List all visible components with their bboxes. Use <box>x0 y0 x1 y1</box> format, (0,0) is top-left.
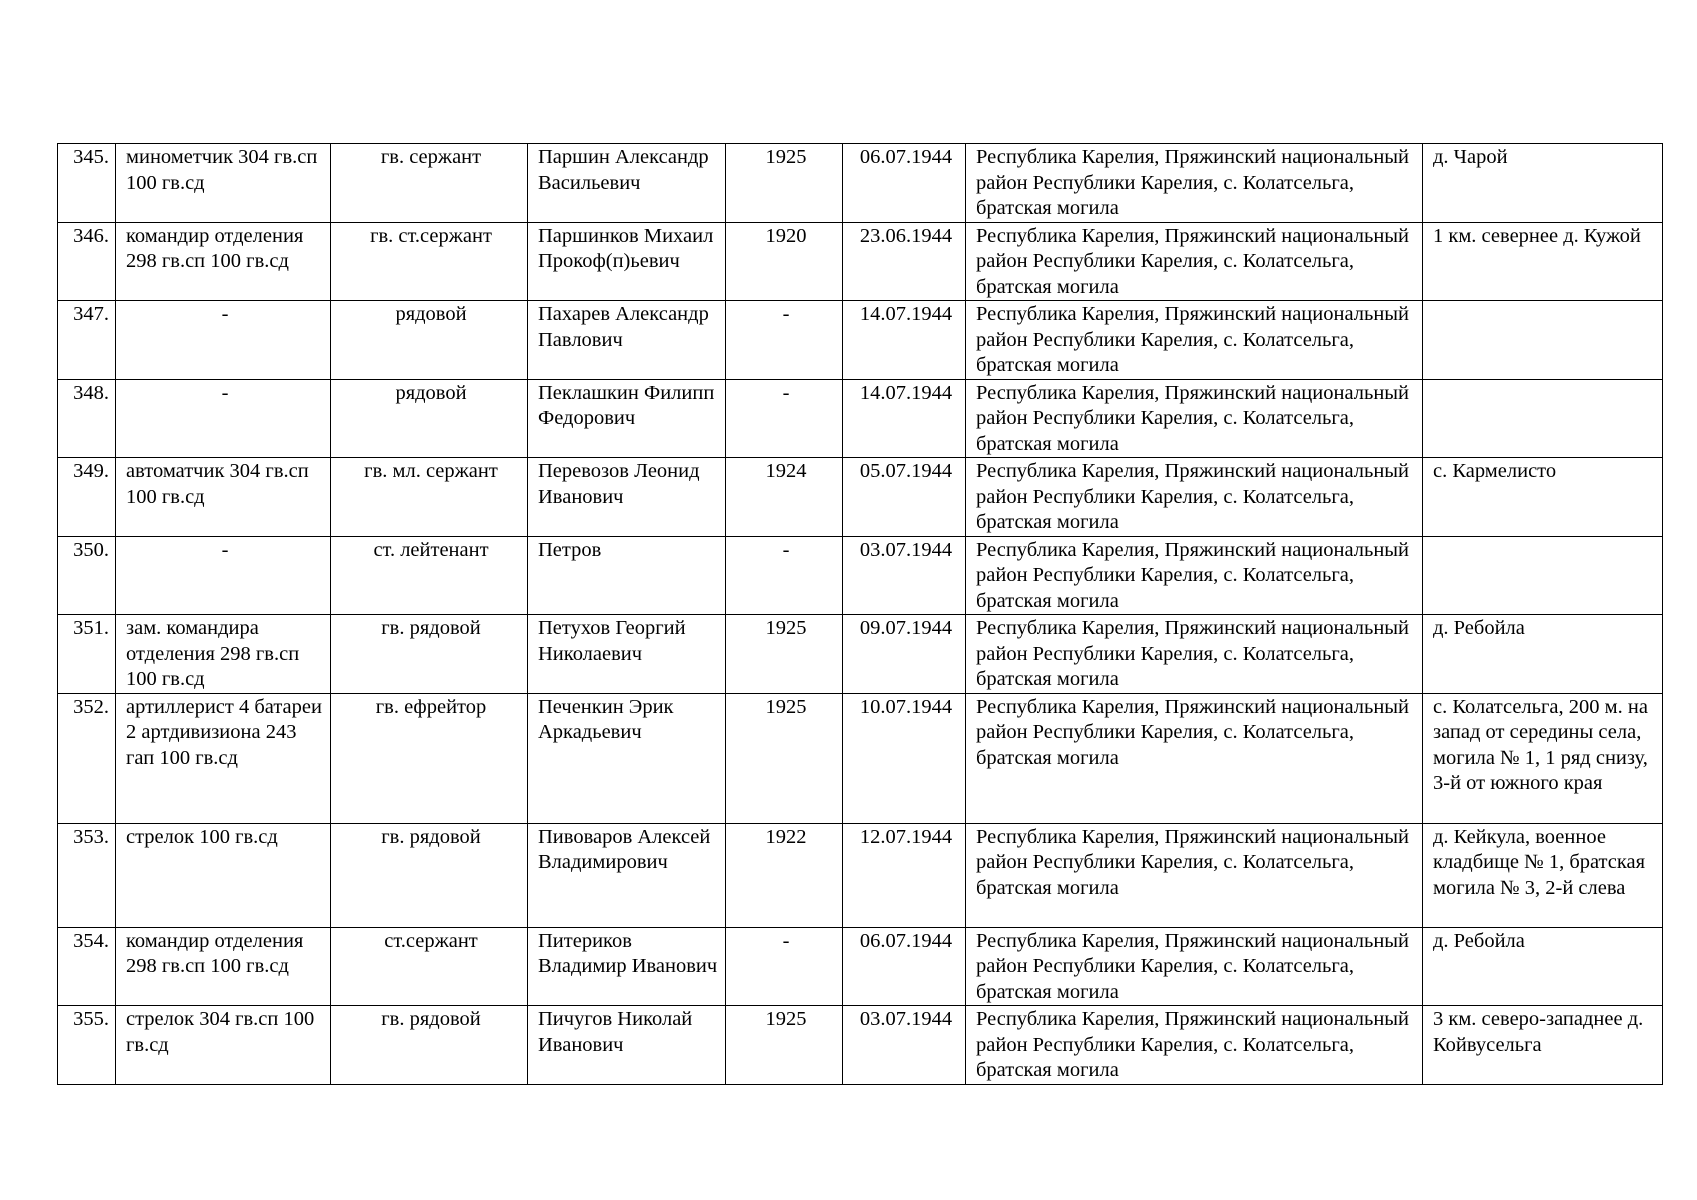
record-number: 345. <box>58 144 116 223</box>
record-primary-burial-place: д. Ребойла <box>1423 927 1663 1006</box>
record-name: Пивоваров Алексей Владимирович <box>528 823 726 927</box>
record-birth-year: 1920 <box>726 222 843 301</box>
record-burial-site: Республика Карелия, Пряжинский национальный район Республики Карелия, с. Колатсельга, братская могила <box>966 1006 1423 1085</box>
record-unit: командир отделения 298 гв.сп 100 гв.сд <box>116 927 331 1006</box>
record-unit: артиллерист 4 батареи 2 артдивизиона 243 гап 100 гв.сд <box>116 693 331 823</box>
record-birth-year: - <box>726 927 843 1006</box>
record-rank: ст.сержант <box>331 927 528 1006</box>
record-death-date: 14.07.1944 <box>843 379 966 458</box>
table-body <box>58 144 1663 1085</box>
record-rank: гв. сержант <box>331 144 528 223</box>
record-death-date: 06.07.1944 <box>843 927 966 1006</box>
record-name: Пеклашкин Филипп Федорович <box>528 379 726 458</box>
record-rank: гв. рядовой <box>331 615 528 694</box>
record-death-date: 14.07.1944 <box>843 301 966 380</box>
record-name: Петухов Георгий Николаевич <box>528 615 726 694</box>
record-number: 355. <box>58 1006 116 1085</box>
record-birth-year: - <box>726 379 843 458</box>
record-unit: стрелок 304 гв.сп 100 гв.сд <box>116 1006 331 1085</box>
record-death-date: 09.07.1944 <box>843 615 966 694</box>
table-row <box>58 222 1663 301</box>
table-row <box>58 536 1663 615</box>
record-death-date: 23.06.1944 <box>843 222 966 301</box>
record-number: 347. <box>58 301 116 380</box>
record-primary-burial-place: 1 км. севернее д. Кужой <box>1423 222 1663 301</box>
record-burial-site: Республика Карелия, Пряжинский национальный район Республики Карелия, с. Колатсельга, братская могила <box>966 615 1423 694</box>
record-birth-year: 1924 <box>726 458 843 537</box>
table-row <box>58 301 1663 380</box>
record-burial-site: Республика Карелия, Пряжинский национальный район Республики Карелия, с. Колатсельга, братская могила <box>966 927 1423 1006</box>
record-rank: рядовой <box>331 379 528 458</box>
record-unit: зам. командира отделения 298 гв.сп 100 гв.сд <box>116 615 331 694</box>
record-primary-burial-place <box>1423 379 1663 458</box>
record-birth-year: 1925 <box>726 693 843 823</box>
record-burial-site: Республика Карелия, Пряжинский национальный район Республики Карелия, с. Колатсельга, братская могила <box>966 536 1423 615</box>
record-death-date: 03.07.1944 <box>843 1006 966 1085</box>
record-name: Пахарев Александр Павлович <box>528 301 726 380</box>
record-primary-burial-place: д. Кейкула, военное кладбище № 1, братская могила № 3, 2-й слева <box>1423 823 1663 927</box>
record-number: 346. <box>58 222 116 301</box>
record-primary-burial-place <box>1423 536 1663 615</box>
table-row <box>58 144 1663 223</box>
record-unit: командир отделения 298 гв.сп 100 гв.сд <box>116 222 331 301</box>
burial-records-table <box>57 143 1663 1085</box>
record-rank: гв. мл. сержант <box>331 458 528 537</box>
table-row <box>58 615 1663 694</box>
record-rank: ст. лейтенант <box>331 536 528 615</box>
table-row <box>58 379 1663 458</box>
record-primary-burial-place <box>1423 301 1663 380</box>
record-name: Петров <box>528 536 726 615</box>
record-unit: автоматчик 304 гв.сп 100 гв.сд <box>116 458 331 537</box>
record-birth-year: 1925 <box>726 615 843 694</box>
record-death-date: 03.07.1944 <box>843 536 966 615</box>
record-primary-burial-place: д. Ребойла <box>1423 615 1663 694</box>
record-unit: - <box>116 379 331 458</box>
record-burial-site: Республика Карелия, Пряжинский национальный район Республики Карелия, с. Колатсельга, братская могила <box>966 301 1423 380</box>
record-name: Паршинков Михаил Прокоф(п)ьевич <box>528 222 726 301</box>
table-row <box>58 823 1663 927</box>
record-burial-site: Республика Карелия, Пряжинский национальный район Республики Карелия, с. Колатсельга, братская могила <box>966 458 1423 537</box>
table-row <box>58 1006 1663 1085</box>
record-unit: - <box>116 536 331 615</box>
record-birth-year: - <box>726 536 843 615</box>
record-burial-site: Республика Карелия, Пряжинский национальный район Республики Карелия, с. Колатсельга, братская могила <box>966 144 1423 223</box>
record-birth-year: 1925 <box>726 1006 843 1085</box>
record-name: Пичугов Николай Иванович <box>528 1006 726 1085</box>
record-birth-year: 1922 <box>726 823 843 927</box>
table-row <box>58 693 1663 823</box>
record-death-date: 12.07.1944 <box>843 823 966 927</box>
record-burial-site: Республика Карелия, Пряжинский национальный район Республики Карелия, с. Колатсельга, братская могила <box>966 379 1423 458</box>
record-rank: гв. рядовой <box>331 823 528 927</box>
record-death-date: 06.07.1944 <box>843 144 966 223</box>
record-burial-site: Республика Карелия, Пряжинский национальный район Республики Карелия, с. Колатсельга, братская могила <box>966 823 1423 927</box>
record-number: 353. <box>58 823 116 927</box>
record-burial-site: Республика Карелия, Пряжинский национальный район Республики Карелия, с. Колатсельга, братская могила <box>966 693 1423 823</box>
record-burial-site: Республика Карелия, Пряжинский национальный район Республики Карелия, с. Колатсельга, братская могила <box>966 222 1423 301</box>
record-unit: - <box>116 301 331 380</box>
record-rank: рядовой <box>331 301 528 380</box>
record-rank: гв. рядовой <box>331 1006 528 1085</box>
record-primary-burial-place: 3 км. северо-западнее д. Койвусельга <box>1423 1006 1663 1085</box>
record-death-date: 10.07.1944 <box>843 693 966 823</box>
record-primary-burial-place: д. Чарой <box>1423 144 1663 223</box>
record-rank: гв. ст.сержант <box>331 222 528 301</box>
record-name: Перевозов Леонид Иванович <box>528 458 726 537</box>
record-unit: стрелок 100 гв.сд <box>116 823 331 927</box>
record-death-date: 05.07.1944 <box>843 458 966 537</box>
record-number: 349. <box>58 458 116 537</box>
record-name: Паршин Александр Васильевич <box>528 144 726 223</box>
record-birth-year: - <box>726 301 843 380</box>
record-name: Печенкин Эрик Аркадьевич <box>528 693 726 823</box>
record-primary-burial-place: с. Колатсельга, 200 м. на запад от середины села, могила № 1, 1 ряд снизу, 3-й от южного края <box>1423 693 1663 823</box>
record-unit: минометчик 304 гв.сп 100 гв.сд <box>116 144 331 223</box>
record-number: 354. <box>58 927 116 1006</box>
record-number: 350. <box>58 536 116 615</box>
record-number: 352. <box>58 693 116 823</box>
record-birth-year: 1925 <box>726 144 843 223</box>
record-primary-burial-place: с. Кармелисто <box>1423 458 1663 537</box>
record-rank: гв. ефрейтор <box>331 693 528 823</box>
record-number: 348. <box>58 379 116 458</box>
table-row <box>58 927 1663 1006</box>
record-name: Питериков Владимир Иванович <box>528 927 726 1006</box>
record-number: 351. <box>58 615 116 694</box>
table-row <box>58 458 1663 537</box>
